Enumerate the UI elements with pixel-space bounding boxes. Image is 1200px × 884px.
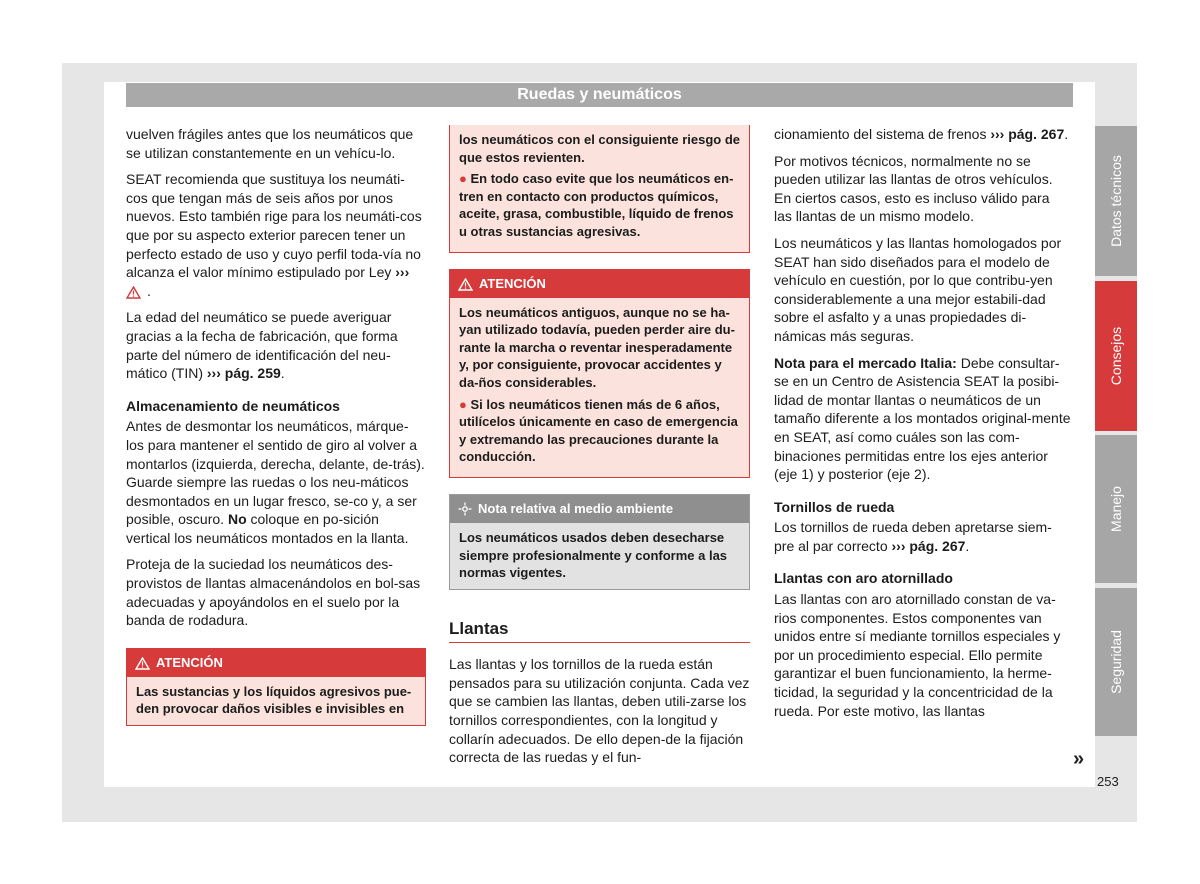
environment-note-body: Los neumáticos usados deben desecharse siempre profesionalmente y conforme a las normas vigentes.	[459, 529, 728, 581]
tab-seguridad[interactable]	[1095, 588, 1137, 736]
warning-body	[450, 125, 749, 252]
page-number: 253	[1097, 774, 1119, 789]
tab-label: Datos técnicos	[1108, 155, 1124, 247]
tab-label: Consejos	[1108, 326, 1124, 386]
warning-paragraph: Los neumáticos antiguos, aunque no se ha-yan utilizado todavía, pueden perder aire du-rante la marcha o reventar inesperadamente y, por consiguiente, provocar accidentes y da-ños considerables.	[459, 304, 735, 390]
paragraph-text: La edad del neumático se puede averiguar gracias a la fecha de fabricación, que forma parte del número de identificación del neu-mático (TIN)	[126, 309, 398, 382]
paragraph: Los neumáticos y las llantas homologados por SEAT han sido diseñados para el modelo de vehículo en cuestión, por lo que contribu-yen considerablemente a una mejor estabili-dad sobre el asfalto y a unas propiedades di-námicas más seguras.	[774, 234, 1062, 344]
warning-title: ATENCIÓN	[156, 654, 223, 670]
environment-note-box	[449, 494, 750, 590]
paragraph: Las llantas y los tornillos de la rueda están pensados para su utilización conjunta. Cada vez que se cambien las llantas, deben utili-zarse los tornillos correspondientes, con la longitud y collarín adecuados. De ello depen-de la fijación correcta de las ruedas y el fun-	[449, 656, 750, 766]
paragraph: SEAT recomienda que sustituya los neumáti-cos que tengan más de seis años por unos nuevos. Esto también rige para los neumáti-cos que por su aspecto exterior parecen tener un perfecto estado de uso y cuyo perfil toda-vía no alcanza el valor mínimo estipulado por Ley ››› .	[126, 171, 422, 299]
paragraph-text: Debe consultar-se en un Centro de Asistencia SEAT la posibi-lidad de montar llantas o neumáticos de un tamaño diferente a los montados original-mente en SEAT, así como cuáles son las com-binaciones permitidas entre los ejes anterior (eje 1) y posterior (eje 2).	[774, 354, 1071, 483]
emphasis-text: No	[227, 511, 247, 528]
paragraph-text: Los tornillos de rueda deben apretarse siem-pre al par correcto	[774, 519, 1052, 554]
leaf-icon	[458, 502, 472, 516]
column-3	[774, 125, 1071, 728]
warning-box	[126, 648, 426, 726]
subheading: Tornillos de rueda	[774, 498, 895, 515]
warning-triangle-icon	[135, 657, 150, 670]
page-reference-link[interactable]: ››› pág. 267	[891, 537, 966, 554]
environment-note-title: Nota relativa al medio ambiente	[478, 500, 674, 516]
warning-body	[450, 298, 749, 477]
tab-consejos[interactable]	[1095, 281, 1137, 431]
warning-paragraph: los neumáticos con el consiguiente riesgo de que estos revienten.	[459, 132, 741, 165]
emphasis-text: Nota para el mercado Italia:	[774, 354, 957, 371]
warning-triangle-icon	[126, 286, 141, 299]
tab-label: Manejo	[1108, 486, 1124, 532]
paragraph-text: Antes de desmontar los neumáticos, márque-los para mantener el sentido de giro al volver a montarlos (izquierda, derecha, delante, de-trás). Guarde siempre las ruedas o los neu-máticos desmontados en un lugar fresco, se-co y, a ser posible, oscuro.	[126, 418, 425, 528]
page-header: Ruedas y neumáticos	[126, 83, 1073, 107]
paragraph: cionamiento del sistema de frenos ››› pág. 267.	[774, 126, 1069, 142]
paragraph: Proteja de la suciedad los neumáticos des-provistos de llantas almacenándolos en bol-sas adecuadas y apoyándolos en el suelo por la banda de rodadura.	[126, 556, 421, 629]
bullet-icon: ●	[459, 171, 467, 187]
column-1	[126, 125, 426, 742]
page-reference-link[interactable]: ››› pág. 267	[990, 126, 1065, 142]
warning-header	[450, 270, 749, 298]
tab-datos-tecnicos[interactable]	[1095, 126, 1137, 276]
paragraph	[774, 354, 1071, 484]
environment-note-header	[450, 495, 749, 523]
section-title: Llantas	[449, 620, 750, 644]
warning-box-continued	[449, 125, 750, 253]
paragraph: Los tornillos de rueda deben apretarse siem-pre al par correcto ››› pág. 267.	[774, 519, 1052, 554]
paragraph	[126, 417, 426, 547]
paragraph: Las llantas con aro atornillado constan de va-rios componentes. Estos componentes van unidos entre sí mediante tornillos especiales y por un procedimiento especial. Ello permite garantizar el buen funcionamiento, la herme-ticidad, la seguridad y la concentricidad de la rueda. Por este motivo, las llantas	[774, 591, 1061, 719]
warning-triangle-icon	[458, 278, 473, 291]
paragraph: La edad del neumático se puede averiguar gracias a la fecha de fabricación, que forma parte del número de identificación del neu-mático (TIN) ››› pág. 259.	[126, 309, 398, 382]
paragraph: vuelven frágiles antes que los neumáticos que se utilizan constantemente en un vehícu-lo.	[126, 126, 414, 161]
tab-manejo[interactable]	[1095, 435, 1137, 583]
continued-marker: »	[1073, 748, 1085, 770]
page-reference-link[interactable]: ››› pág. 259	[206, 365, 281, 382]
paragraph-text: coloque en po-sición vertical los neumáticos montados en la llanta.	[126, 511, 409, 546]
warning-box	[449, 269, 750, 478]
subheading: Llantas con aro atornillado	[774, 570, 953, 587]
tab-label: Seguridad	[1108, 630, 1124, 694]
paragraph: Por motivos técnicos, normalmente no se pueden utilizar las llantas de otros vehículos. En ciertos casos, esto es incluso válido para las llantas de un mismo modelo.	[774, 152, 1053, 225]
warning-paragraph	[459, 170, 740, 240]
warning-body: Las sustancias y los líquidos agresivos pue-den provocar daños visibles e invisibles en	[136, 683, 412, 717]
warning-text: Si los neumáticos tienen más de 6 años, utilícelos únicamente en caso de emergencia y extremando las precauciones durante la conducción.	[459, 396, 738, 465]
warning-text: En todo caso evite que los neumáticos en-tren en contacto con productos químicos, aceite, grasa, combustible, líquido de frenos u otras sustancias agresivas.	[459, 171, 734, 239]
warning-header	[127, 649, 425, 677]
paragraph-text: cionamiento del sistema de frenos	[774, 126, 987, 142]
column-2	[449, 125, 750, 775]
warning-paragraph	[459, 396, 740, 466]
bullet-icon: ●	[459, 396, 467, 412]
reference-arrow[interactable]: ›››	[395, 264, 410, 281]
paragraph-text: SEAT recomienda que sustituya los neumáti-cos que tengan más de seis años por unos nuevos. Esto también rige para los neumáti-cos que por su aspecto exterior parecen tener un perfecto estado de uso y cuyo perfil toda-vía no alcanza el valor mínimo estipulado por Ley	[126, 171, 422, 281]
subheading: Almacenamiento de neumáticos	[126, 397, 340, 414]
warning-title: ATENCIÓN	[479, 275, 546, 291]
